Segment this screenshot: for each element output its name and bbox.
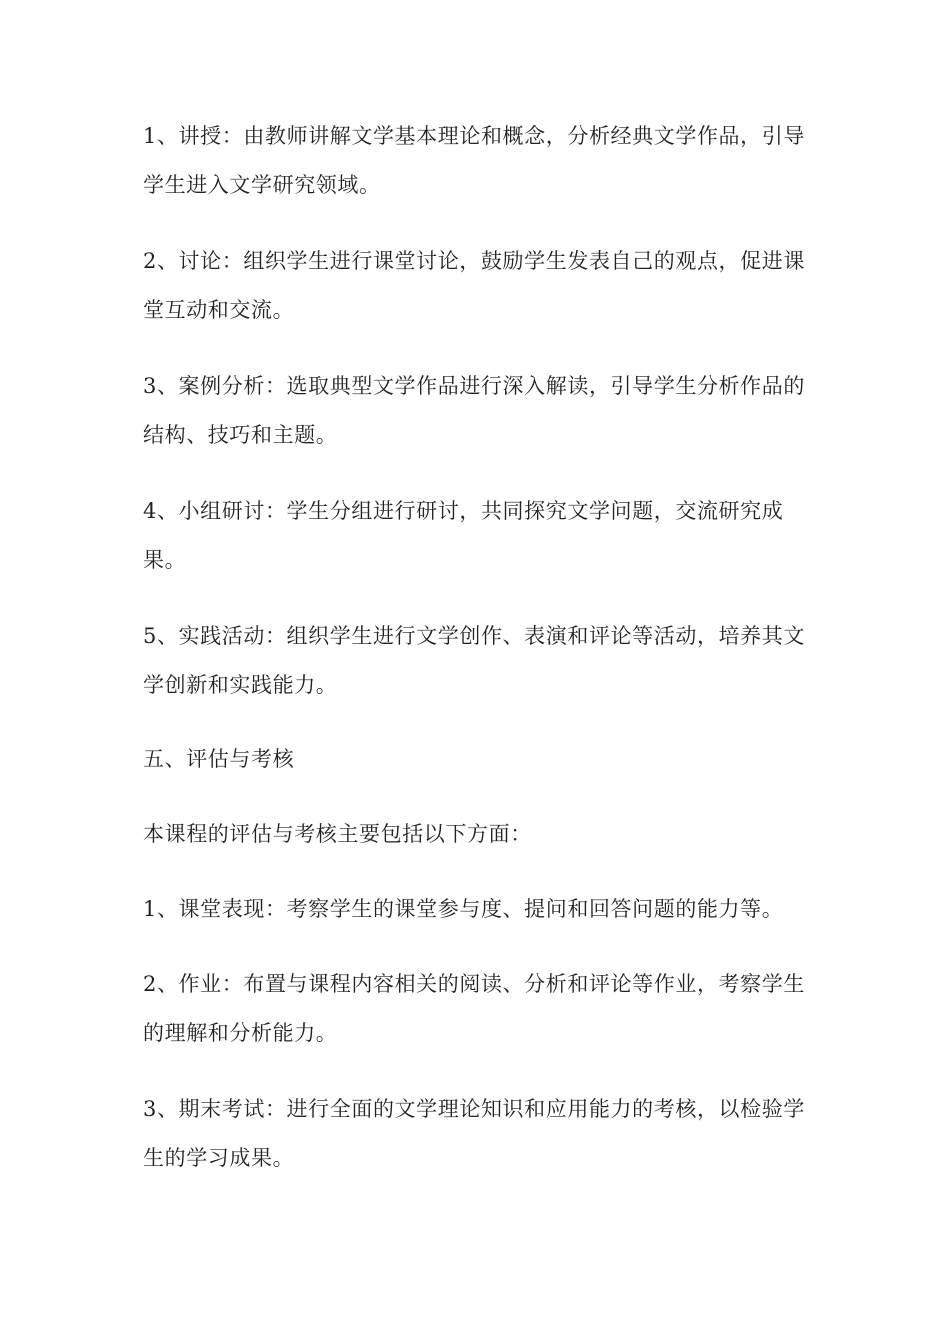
teaching-method-discussion: 2、讨论：组织学生进行课堂讨论，鼓励学生发表自己的观点，促进课堂互动和交流。 [143, 249, 805, 322]
assessment-homework: 2、作业：布置与课程内容相关的阅读、分析和评论等作业，考察学生的理解和分析能力。 [143, 972, 805, 1045]
assessment-final-exam: 3、期末考试：进行全面的文学理论知识和应用能力的考核，以检验学生的学习成果。 [143, 1097, 805, 1170]
section-heading: 五、评估与考核 [143, 747, 295, 771]
section-intro: 本课程的评估与考核主要包括以下方面： [143, 822, 532, 846]
assessment-classroom: 1、课堂表现：考察学生的课堂参与度、提问和回答问题的能力等。 [143, 897, 784, 921]
teaching-method-practice: 5、实践活动：组织学生进行文学创作、表演和评论等活动，培养其文学创新和实践能力。 [143, 624, 805, 697]
teaching-method-lecture: 1、讲授：由教师讲解文学基本理论和概念，分析经典文学作品，引导学生进入文学研究领域。 [143, 124, 805, 197]
teaching-method-group-seminar: 4、小组研讨：学生分组进行研讨，共同探究文学问题，交流研究成果。 [143, 499, 784, 572]
teaching-method-case-analysis: 3、案例分析：选取典型文学作品进行深入解读，引导学生分析作品的结构、技巧和主题。 [143, 374, 805, 447]
